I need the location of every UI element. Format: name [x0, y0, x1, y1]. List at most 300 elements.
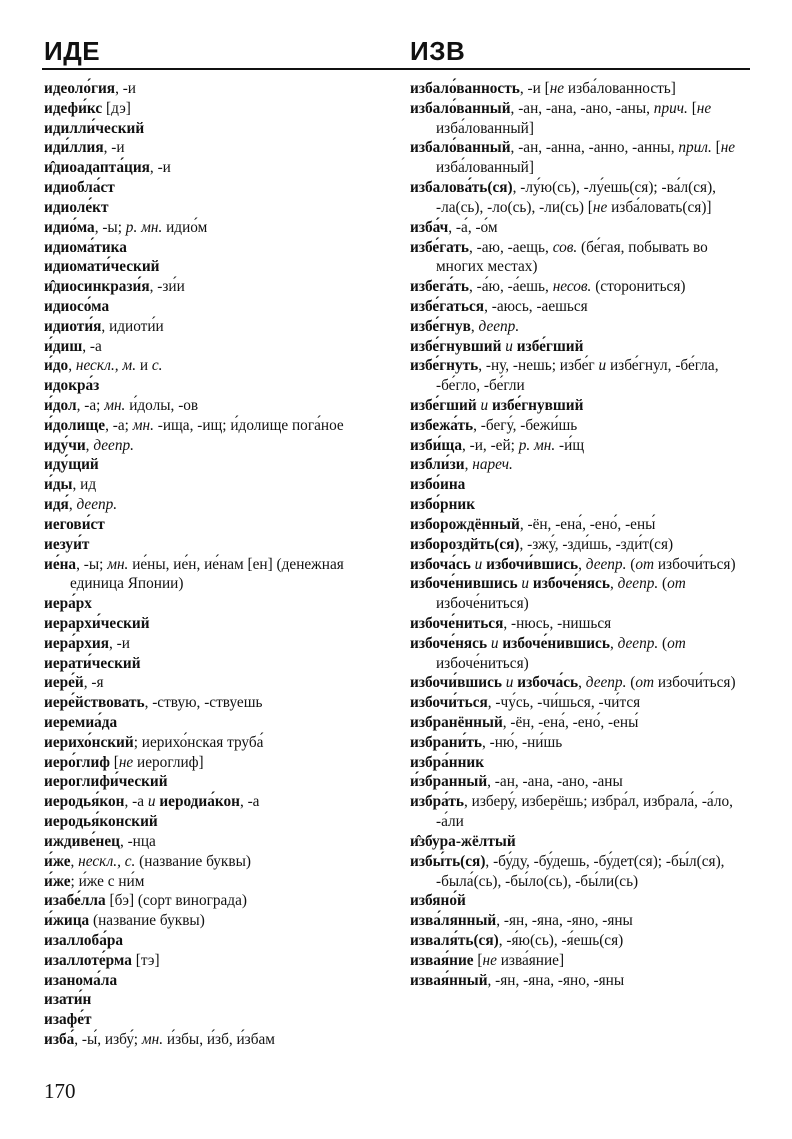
headword: иду́щий [44, 456, 99, 474]
headword: иеродиа́кон [159, 793, 240, 811]
entry-text: , [70, 852, 79, 870]
entry-text: изба́лованный] [436, 159, 534, 177]
dictionary-entry [410, 574, 752, 614]
headword: избоче́нясь [410, 634, 488, 652]
dictionary-entry [44, 455, 389, 475]
grammar-note: деепр. [617, 634, 659, 652]
headword: избега́ть [410, 278, 469, 296]
dictionary-entry [44, 416, 389, 436]
headword: избы́ть(ся) [410, 852, 486, 870]
headword: избранённый [410, 714, 503, 731]
headword: и́долище [44, 416, 106, 434]
dictionary-entry [410, 753, 752, 773]
headword: избоче́нившись [502, 634, 610, 652]
dictionary-entry [44, 654, 389, 674]
entry-text: ( [626, 555, 636, 573]
dictionary-column-left [44, 79, 389, 1050]
entry-text: , -бегу́, -бежи́шь [473, 416, 578, 434]
dictionary-entry [44, 337, 389, 357]
dictionary-entry [410, 931, 752, 951]
entry-text: , [68, 496, 77, 514]
headword: иждиве́нец [44, 832, 120, 850]
entry-text: ие́ны, ие́н, ие́нам [ен] (денежная единица Японии) [70, 555, 344, 593]
headword: избоче́нившись [410, 575, 518, 593]
dictionary-entry [410, 495, 752, 515]
entry-text: [бэ] (сорт винограда) [105, 892, 247, 910]
dictionary-entry [44, 396, 389, 416]
headword: избоча́сь [517, 674, 579, 692]
dictionary-entry [44, 792, 389, 812]
grammar-note: и [147, 793, 156, 811]
headword: изаллоте́рма [44, 951, 132, 969]
entry-text: , -бу́ду, -бу́дешь, -бу́дет(ся); -бы́л(ся), -была́(сь), -бы́ло(сь), -бы́ли(сь) [436, 852, 725, 890]
headword: избочи́вшись [410, 674, 502, 692]
entry-text: и́долы, -ов [125, 397, 199, 414]
headword: и́дол [44, 397, 77, 414]
header-rule [42, 68, 750, 70]
entry-text: (название буквы) [89, 912, 205, 930]
headword: идиоти́я [44, 317, 102, 335]
headword: иди́ллия [44, 139, 104, 157]
dictionary-entry [410, 396, 752, 416]
dictionary-entry [410, 693, 752, 713]
dictionary-entry [44, 297, 389, 317]
dictionary-entry [44, 257, 389, 277]
entry-text: [ [109, 753, 119, 771]
entry-text: избоче́ниться) [436, 654, 529, 672]
grammar-note: несов. [552, 278, 592, 296]
entry-text: , -а [82, 337, 102, 355]
dictionary-entry [410, 535, 752, 555]
dictionary-entry [44, 852, 389, 872]
dictionary-entry [44, 218, 389, 238]
dictionary-entry [410, 416, 752, 436]
entry-text: ; и́же с ни́м [70, 872, 145, 890]
entry-text: избочи́ться) [654, 674, 736, 692]
entry-text: , -ы; [94, 218, 126, 236]
dictionary-entry [44, 158, 389, 178]
dictionary-entry [44, 931, 389, 951]
entry-text: , -и [103, 139, 125, 157]
headword: идокра́з [44, 377, 100, 395]
dictionary-entry [44, 277, 389, 297]
headword: избо́рник [410, 496, 476, 514]
headword: и́ды [44, 476, 73, 494]
entry-text: , -ы; [76, 555, 108, 573]
grammar-note: и [505, 674, 514, 692]
grammar-note: деепр. [76, 496, 118, 514]
dictionary-entry [44, 634, 389, 654]
headword: избоче́нясь [532, 575, 610, 593]
dictionary-entry [410, 475, 752, 495]
headword: избороздйть(ся) [410, 535, 520, 553]
entry-text: , [85, 436, 94, 454]
grammar-note: мн. [104, 397, 126, 414]
grammar-note: и [598, 357, 607, 375]
headword: иера́рх [44, 595, 92, 613]
entry-text: избе́гнул, -бе́гла, -бе́гло, -бе́гли [436, 357, 719, 395]
headword: избало́ванный [410, 99, 511, 117]
dictionary-entry [44, 614, 389, 634]
grammar-note: и [480, 397, 489, 414]
headword: иду́чи [44, 436, 86, 454]
grammar-note: р. мн. [518, 436, 556, 454]
dictionary-entry [44, 673, 389, 693]
entry-text: [тэ] [131, 951, 160, 969]
dictionary-entry [44, 733, 389, 753]
headword: иезуи́т [44, 535, 90, 553]
grammar-note: не [549, 80, 565, 97]
dictionary-entry [44, 812, 389, 832]
headword: изати́н [44, 991, 92, 1009]
headword: избало́ванность [410, 80, 520, 97]
headword: иегови́ст [44, 515, 105, 533]
page-number: 170 [44, 1079, 76, 1103]
entry-text: , -и [115, 80, 136, 97]
dictionary-entry [44, 951, 389, 971]
headword: иеродья́кон [44, 793, 125, 811]
headword: идиомати́ческий [44, 258, 160, 276]
entry-text: , -ы́, избу́; [74, 1031, 142, 1048]
dictionary-entry [44, 990, 389, 1010]
entry-text: , [578, 674, 586, 692]
headword: изанома́ла [44, 971, 118, 989]
entry-text: , [578, 555, 586, 573]
dictionary-entry [44, 238, 389, 258]
entry-text: , -лу́ю(сь), -лу́ешь(ся); -ва́л(ся), -ла(сь), -ло(сь), -ли(сь) [ [436, 179, 716, 216]
dictionary-entry [44, 119, 389, 139]
headword: избра́ть [410, 793, 464, 811]
headword: изабе́лла [44, 892, 106, 910]
dictionary-entry [44, 1030, 389, 1050]
headword: избе́гший [516, 337, 584, 355]
dictionary-entry [410, 436, 752, 456]
headword: избочи́вшись [486, 555, 579, 573]
grammar-note: от [635, 674, 655, 692]
grammar-note: мн. [132, 416, 154, 434]
headword: и̂збура-жёлтый [410, 832, 516, 850]
dictionary-entry [410, 951, 752, 971]
entry-text: , -а [239, 793, 260, 811]
entry-text: , -нца [119, 832, 156, 850]
dictionary-entry [44, 535, 389, 555]
entry-text: изба́лованность] [564, 80, 676, 97]
entry-text: , -ну, -нешь; избе́г [478, 357, 599, 375]
entry-text: (бе́гая, побывать во многих местах) [436, 238, 708, 276]
dictionary-entry [410, 99, 752, 139]
grammar-note: деепр. [478, 317, 520, 335]
dictionary-entry [44, 198, 389, 218]
headword: избе́гнув [410, 317, 471, 335]
entry-text: (название буквы) [135, 852, 251, 870]
headword: изваля́ть(ся) [410, 931, 499, 949]
entry-text: (сторониться) [591, 278, 686, 296]
running-head-left: ИДЕ [44, 36, 101, 66]
grammar-note: нескл., м. [75, 357, 137, 375]
entry-text: , -аю, -аещь, [469, 238, 553, 256]
headword: и́до [44, 357, 69, 375]
headword: идиоле́кт [44, 198, 109, 216]
dictionary-entry [410, 634, 752, 674]
dictionary-entry [44, 971, 389, 991]
headword: изафе́т [44, 1011, 92, 1029]
entry-text: ( [626, 674, 636, 692]
headword: изаллоба́ра [44, 931, 124, 949]
headword: избежа́ть [410, 416, 474, 434]
grammar-note: мн. [107, 555, 129, 573]
grammar-note: от [667, 634, 686, 652]
entry-text: , -ян, -яна, -яно, -яны [496, 912, 633, 930]
grammar-note: мн. [141, 1031, 164, 1048]
dictionary-entry [410, 238, 752, 278]
entry-text: , -ён, -ена́, -ено́, -ены́ [519, 515, 656, 533]
grammar-note: и [505, 337, 513, 355]
dictionary-entry [44, 753, 389, 773]
entry-text: , -чу́сь, -чи́шься, -чи́тся [487, 694, 641, 712]
grammar-note: деепр. [617, 575, 659, 593]
headword: избе́гший [410, 397, 477, 414]
entry-text: ( [658, 575, 668, 593]
entry-text: иероглиф] [133, 753, 204, 771]
headword: избе́гнуть [410, 357, 479, 375]
headword: избо́ина [410, 476, 466, 494]
dictionary-entry [44, 178, 389, 198]
headword: иерархи́ческий [44, 614, 150, 632]
headword: и́же [44, 852, 71, 870]
entry-text: , -я [83, 674, 104, 692]
dictionary-entry [410, 733, 752, 753]
entry-text: , -ан, -анна, -анно, -анны, [510, 139, 679, 157]
dictionary-entry [410, 555, 752, 575]
grammar-note: деепр. [585, 674, 627, 692]
dictionary-entry [410, 852, 752, 892]
headword: идиосо́ма [44, 297, 110, 315]
headword: извая́ние [410, 951, 474, 969]
entry-text: избоче́ниться) [436, 595, 529, 613]
headword: иере́й [44, 674, 84, 692]
dictionary-entry [44, 436, 389, 456]
dictionary-entry [410, 218, 752, 238]
dictionary-entry [410, 337, 752, 357]
dictionary-entry [410, 614, 752, 634]
dictionary-entry [410, 772, 752, 792]
dictionary-entry [410, 297, 752, 317]
headword: избалова́ть(ся) [410, 179, 513, 197]
entry-text: , -а́, -о́м [448, 218, 498, 236]
dictionary-entry [410, 792, 752, 832]
dictionary-entry [410, 277, 752, 297]
dictionary-entry [410, 713, 752, 733]
entry-text: , ид [72, 476, 97, 494]
grammar-note: деепр. [585, 555, 627, 573]
entry-text: , [609, 575, 618, 593]
headword: и̂диосинкрази́я [44, 278, 150, 296]
dictionary-entry [44, 555, 389, 595]
entry-text: , -а́ю, -а́ешь, [469, 278, 553, 296]
grammar-note: прич. [653, 99, 688, 117]
grammar-note: нареч. [472, 456, 513, 474]
grammar-note: от [667, 575, 686, 593]
dictionary-entry [44, 832, 389, 852]
entry-text: [ [473, 951, 483, 969]
dictionary-entry [44, 376, 389, 396]
grammar-note: сов. [552, 238, 578, 256]
grammar-note: не [118, 753, 134, 771]
entry-text: , [609, 634, 618, 652]
entry-text: ; иерихо́нская труба́ [133, 733, 264, 751]
dictionary-entry [410, 891, 752, 911]
headword: избе́гнувший [410, 337, 502, 355]
grammar-note: от [635, 555, 655, 573]
entry-text: , изберу́, изберёшь; избра́л, избрала́, -а́ло, -а́ли [436, 793, 733, 831]
running-head-right: ИЗВ [410, 36, 466, 66]
entry-text: идио́м [162, 218, 208, 236]
headword: иеро́глиф [44, 753, 110, 771]
dictionary-entry [44, 772, 389, 792]
entry-text: -и́щ [555, 436, 585, 454]
headword: и́збранный [410, 773, 488, 791]
dictionary-entry [44, 79, 389, 99]
dictionary-entry [44, 99, 389, 119]
grammar-note: с. [151, 357, 163, 375]
dictionary-entry [410, 138, 752, 178]
headword: изборождённый [410, 515, 520, 533]
dictionary-entry [410, 515, 752, 535]
dictionary-entry [44, 475, 389, 495]
entry-text: , -ан, -ана, -ано, -аны [487, 773, 623, 791]
entry-text: , -и [109, 634, 130, 652]
grammar-note: деепр. [93, 436, 134, 454]
entry-text: и [136, 357, 152, 375]
headword: идио́ма [44, 218, 95, 236]
dictionary-entry [44, 515, 389, 535]
grammar-note: не [696, 99, 712, 117]
headword: иеродья́конский [44, 813, 158, 831]
entry-text: , -ню́, -ни́шь [482, 733, 563, 751]
grammar-note: и [474, 555, 483, 573]
headword: иерихо́нский [44, 733, 134, 751]
dictionary-entry [410, 455, 752, 475]
headword: извая́нный [410, 971, 488, 989]
entry-text: , -ён, -ена́, -ено́, -ены́ [502, 714, 639, 731]
dictionary-entry [44, 594, 389, 614]
headword: избе́гнувший [492, 397, 584, 414]
dictionary-entry [410, 832, 752, 852]
headword: избли́зи [410, 456, 465, 474]
entry-text: , -ян, -яна, -яно, -яны [487, 971, 625, 989]
entry-text: , -и [149, 159, 171, 177]
entry-text: ( [658, 634, 668, 652]
dictionary-entry [44, 495, 389, 515]
grammar-note: и [521, 575, 530, 593]
grammar-note: не [592, 198, 608, 216]
dictionary-entry [44, 911, 389, 931]
headword: идефи́кс [44, 99, 103, 117]
headword: и̂диоадапта́ция [44, 159, 150, 177]
dictionary-entry [44, 1010, 389, 1030]
dictionary-entry [410, 356, 752, 396]
headword: иерати́ческий [44, 654, 141, 672]
headword: иеремиа́да [44, 714, 118, 731]
headword: и́жица [44, 912, 90, 930]
headword: избра́нник [410, 753, 485, 771]
entry-text: и́збы, и́зб, и́збам [163, 1031, 275, 1048]
dictionary-entry [410, 971, 752, 991]
headword: избе́гать [410, 238, 469, 256]
dictionary-entry [410, 79, 752, 99]
headword: идя́ [44, 496, 69, 514]
entry-text: [ [687, 99, 697, 117]
entry-text: , -а; [105, 416, 133, 434]
entry-text: , -зи́и [149, 278, 185, 296]
grammar-note: не [482, 951, 497, 969]
entry-text: -ища, -ищ; и́долище пога́ное [153, 416, 344, 434]
headword: изба́ [44, 1031, 75, 1048]
headword: и́диш [44, 337, 83, 355]
entry-text: [дэ] [102, 99, 131, 117]
entry-text: , -и [ [519, 80, 550, 97]
headword: идилли́ческий [44, 119, 145, 137]
entry-text: , -я́ю(сь), -я́ешь(ся) [498, 931, 624, 949]
dictionary-column-right [410, 79, 752, 990]
dictionary-entry [44, 317, 389, 337]
entry-text: , [464, 456, 473, 474]
dictionary-entry [410, 673, 752, 693]
headword: избе́гаться [410, 297, 485, 315]
entry-text: изба́лованный] [436, 119, 534, 137]
headword: ие́на [44, 555, 77, 573]
entry-text: , идиоти́и [101, 317, 164, 335]
dictionary-entry [410, 911, 752, 931]
entry-text: , -а; [76, 397, 105, 414]
dictionary-entry [44, 356, 389, 376]
headword: иере́йствовать [44, 694, 145, 712]
grammar-note: р. мн. [125, 218, 163, 236]
headword: иероглифи́ческий [44, 773, 168, 791]
grammar-note: нескл., с. [78, 852, 136, 870]
entry-text: , [68, 357, 76, 375]
entry-text: изва́яние] [496, 951, 565, 969]
entry-text: , -и, -ей; [462, 436, 519, 454]
entry-text: , -а [124, 793, 148, 811]
entry-text: изба́ловать(ся)] [607, 198, 712, 216]
headword: избрани́ть [410, 733, 482, 751]
grammar-note: не [720, 139, 736, 157]
headword: избочи́ться [410, 694, 488, 712]
headword: идиома́тика [44, 238, 127, 256]
dictionary-entry [410, 317, 752, 337]
entry-text: , -аюсь, -аешься [484, 297, 588, 315]
grammar-note: прил. [678, 139, 712, 157]
headword: изба́ч [410, 218, 449, 236]
dictionary-entry [44, 891, 389, 911]
dictionary-entry [44, 693, 389, 713]
headword: изва́лянный [410, 912, 497, 930]
headword: идиобла́ст [44, 179, 115, 197]
dictionary-entry [410, 178, 752, 218]
grammar-note: и [490, 634, 499, 652]
entry-text: [ [711, 139, 721, 157]
headword: избоча́сь [410, 555, 471, 573]
headword: избоче́ниться [410, 614, 504, 632]
headword: иера́рхия [44, 634, 110, 652]
entry-text: , -зжу́, -зди́шь, -зди́т(ся) [519, 535, 674, 553]
headword: избало́ванный [410, 139, 511, 157]
dictionary-entry [44, 138, 389, 158]
entry-text: , -ан, -ана, -ано, -аны, [510, 99, 654, 117]
headword: избяно́й [410, 892, 466, 910]
headword: и́же [44, 872, 71, 890]
